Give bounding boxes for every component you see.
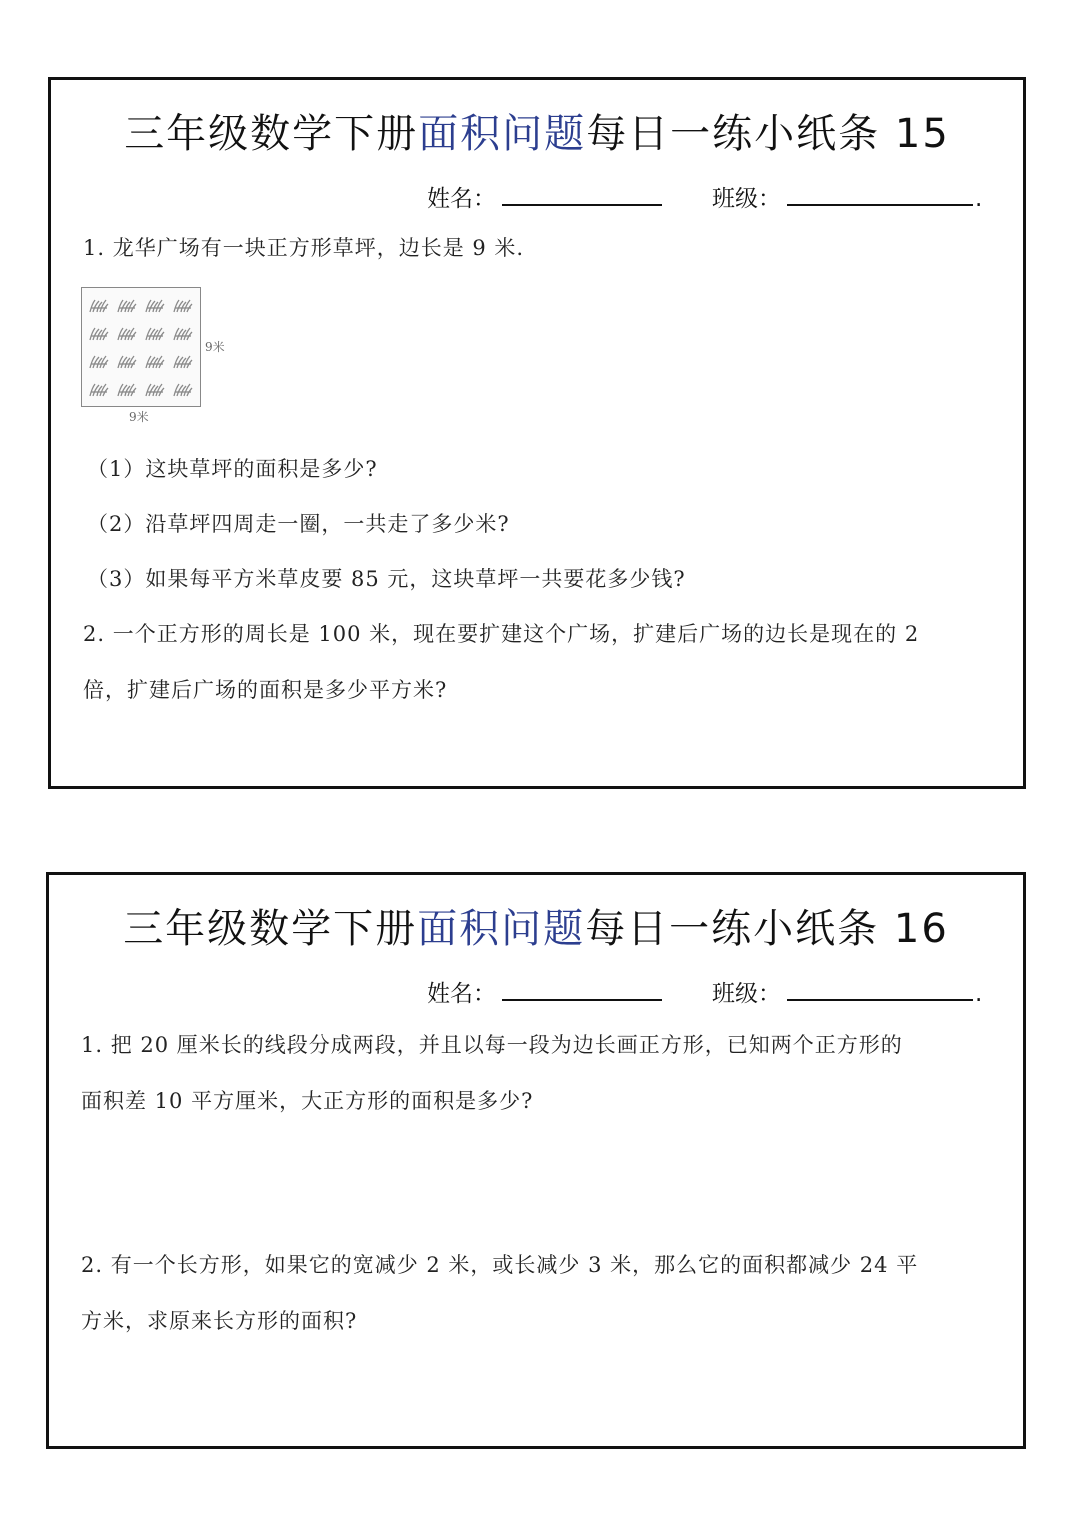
worksheet-card-16 [46,872,1026,1449]
grass-icon [142,320,168,346]
question-1-part-3: （3）如果每平方米草皮要 85 元，这块草坪一共要花多少钱? [87,567,686,591]
question-1-line-1: 1. 把 20 厘米长的线段分成两段，并且以每一段为边长画正方形，已知两个正方形的 [81,1033,903,1057]
grass-icon [86,376,112,402]
worksheet-card-15 [48,77,1026,789]
end-dot: . [975,186,983,212]
grass-icon [170,376,196,402]
question-1-part-1: （1）这块草坪的面积是多少? [87,457,378,481]
question-1-line-2: 面积差 10 平方厘米，大正方形的面积是多少? [81,1089,534,1113]
name-label: 姓名： [427,981,496,1007]
grass-icon [170,292,196,318]
question-2-line-2: 方米，求原来长方形的面积? [81,1309,358,1333]
title-prefix: 三年级数学下册 [124,111,419,157]
grass-icon [170,320,196,346]
grass-icon [142,376,168,402]
question-2-line-1: 2. 有一个长方形，如果它的宽减少 2 米，或长减少 3 米，那么它的面积都减少 24 平 [81,1253,919,1277]
name-blank [502,182,662,206]
question-1: 1. 龙华广场有一块正方形草坪，边长是 9 米. [83,236,525,260]
title-suffix: 每日一练小纸条 16 [585,906,949,952]
grass-icon [170,348,196,374]
worksheet-title [49,897,1023,954]
grass-icon [114,348,140,374]
name-class-line [427,975,982,1008]
class-label: 班级： [712,186,781,212]
name-label: 姓名： [427,186,496,212]
grass-icon [114,376,140,402]
end-dot: . [975,981,983,1007]
class-label: 班级： [712,981,781,1007]
name-class-line [427,180,982,213]
name-blank [502,977,662,1001]
grass-icon [142,348,168,374]
title-highlight: 面积问题 [417,906,586,952]
title-highlight: 面积问题 [418,111,587,157]
grass-square-figure [81,287,201,407]
class-blank [787,977,973,1001]
class-blank [787,182,973,206]
grass-icon [86,348,112,374]
worksheet-title [51,102,1023,159]
figure-side-label: 9米 [205,340,225,354]
question-2-line-2: 倍，扩建后广场的面积是多少平方米? [83,678,448,702]
grass-icon [142,292,168,318]
grass-icon [114,292,140,318]
question-1-part-2: （2）沿草坪四周走一圈，一共走了多少米? [87,512,510,536]
title-prefix: 三年级数学下册 [123,906,418,952]
grass-icon [86,292,112,318]
title-suffix: 每日一练小纸条 15 [586,111,950,157]
figure-bottom-label: 9米 [129,410,149,424]
grass-icon [114,320,140,346]
grass-icon [86,320,112,346]
question-2-line-1: 2. 一个正方形的周长是 100 米，现在要扩建这个广场，扩建后广场的边长是现在的 2 [83,622,920,646]
